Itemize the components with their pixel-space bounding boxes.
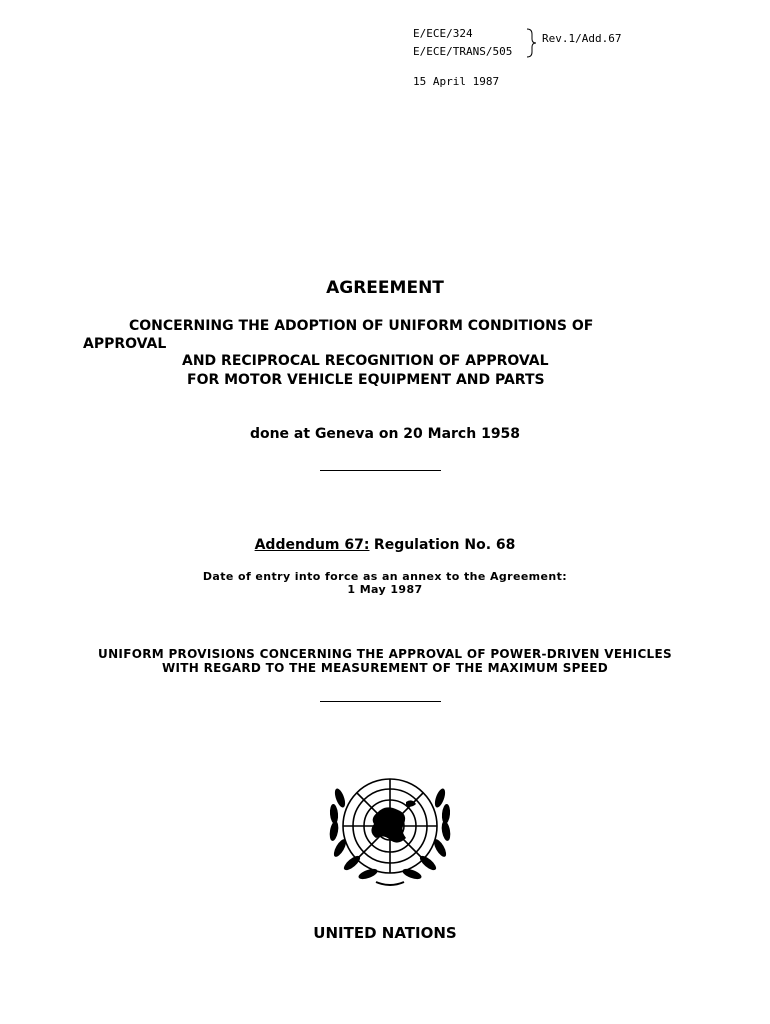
done-at-geneva: done at Geneva on 20 March 1958 <box>249 426 521 442</box>
agreement-line-1: CONCERNING THE ADOPTION OF UNIFORM CONDITIONS OF <box>129 318 594 334</box>
addendum-heading <box>0 537 770 553</box>
regulation-number: Regulation No. 68 <box>373 537 516 553</box>
document-symbol-1: E/ECE/324 <box>413 27 473 40</box>
entry-into-force-line-2: 1 May 1987 <box>347 583 423 596</box>
agreement-title: AGREEMENT <box>326 278 444 298</box>
agreement-line-3: AND RECIPROCAL RECOGNITION OF APPROVAL <box>182 353 549 369</box>
revision-number: Rev.1/Add.67 <box>542 32 622 45</box>
united-nations-emblem-icon <box>320 768 460 892</box>
organization-name: UNITED NATIONS <box>313 924 457 942</box>
separator-rule-1 <box>320 470 441 471</box>
provisions-line-1: UNIFORM PROVISIONS CONCERNING THE APPROVAL OF POWER-DRIVEN VEHICLES <box>98 647 672 661</box>
agreement-line-4: FOR MOTOR VEHICLE EQUIPMENT AND PARTS <box>187 372 545 388</box>
document-date: 15 April 1987 <box>413 75 500 88</box>
agreement-line-2: APPROVAL <box>83 336 167 352</box>
brace-icon <box>525 28 539 58</box>
addendum-label: Addendum 67: <box>254 537 370 553</box>
provisions-line-2: WITH REGARD TO THE MEASUREMENT OF THE MAXIMUM SPEED <box>161 661 609 675</box>
separator-rule-2 <box>320 701 441 702</box>
document-symbol-2: E/ECE/TRANS/505 <box>413 45 513 58</box>
entry-into-force-line-1: Date of entry into force as an annex to the Agreement: <box>202 570 568 583</box>
